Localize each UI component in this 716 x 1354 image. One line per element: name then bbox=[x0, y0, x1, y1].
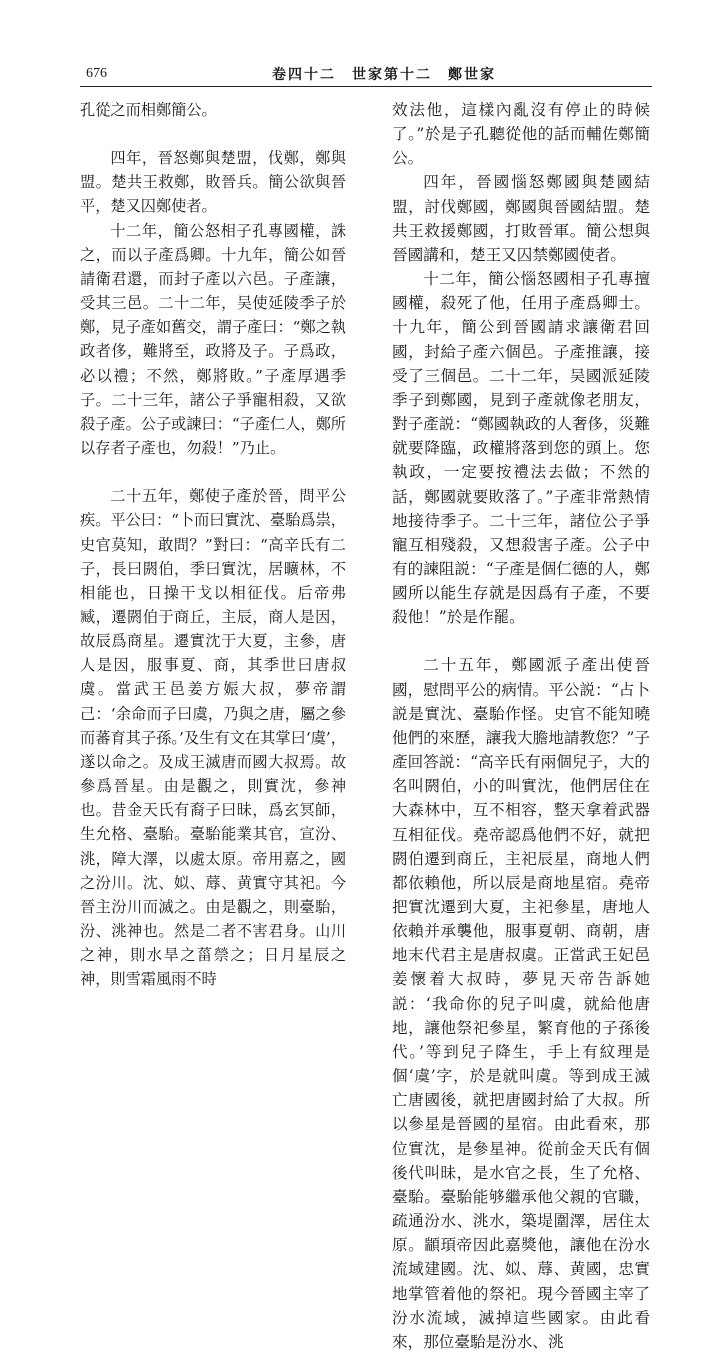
translation-paragraph: 十二年，簡公惱怒國相子孔專擅國權，殺死了他，任用子產爲卿士。十九年，簡公到晉國請求讓衛君回國，封給子產六個邑。子產推讓，接受了三個邑。二十二年，吴國派延陵季子到鄭國，見到子產就像老朋友，對子產説：“鄭國執政的人奢侈，災難就要降臨，政權將落到您的頭上。您執政，一定要按禮法去做；不然的話，鄭國就要敗落了。”子產非常熱情地接待季子。二十三年，諸位公子爭寵互相殘殺，又想殺害子產。公子中有的諫阻説：“子產是個仁德的人，鄭國所以能生存就是因爲有子產，不要殺他！”於是作罷。 bbox=[392, 270, 650, 627]
translation-paragraph: 二十五年，鄭國派子產出使晉國，慰問平公的病情。平公説：“占卜説是實沈、臺駘作怪。史官不能知曉他們的來歷，讓我大膽地請教您？”子產回答説：“高辛氏有兩個兒子，大的名叫閼伯，小的叫實沈，他們居住在大森林中，互不相容，整天拿着武器互相征伐。堯帝認爲他們不好，就把閼伯遷到商丘，主祀辰星，商地人們都依賴他，所以辰是商地星宿。堯帝把實沈遷到大夏，主祀參星，唐地人依賴并承襲他，服事夏朝、商朝，唐地末代君主是唐叔虞。正當武王妃邑姜懷着大叔時，夢見天帝告訴她説：‘我命你的兒子叫虞，就給他唐地，讓他祭祀參星，繁育他的子孫後代。’等到兒子降生，手上有紋理是個‘虞’字，於是就叫虞。等到成王滅亡唐國後，就把唐國封給了大叔。所以參星是晉國的星宿。由此看來，那位實沈，是參星神。從前金天氏有個後代叫昧，是水官之長，生了允格、臺駘。臺駘能够繼承他父親的官職，疏通汾水、洮水，築堤圍澤，居住太原。顓頊帝因此嘉獎他，讓他在汾水流域建國。沈、姒、蓐、黄國，忠實地掌管着他的祭祀。現今晉國主宰了汾水流域，滅掉這些國家。由此看來，那位臺駘是汾水、洮 bbox=[392, 656, 650, 1351]
page-header bbox=[0, 0, 716, 90]
translation-paragraph: 效法他，這樣內亂沒有停止的時候了。”於是子孔聽從他的話而輔佐鄭簡公。 bbox=[392, 101, 650, 168]
running-title: 卷四十二 世家第十二 鄭世家 bbox=[272, 67, 496, 83]
classical-paragraph: 四年，晉怒鄭與楚盟，伐鄭，鄭與盟。楚共王救鄭，敗晉兵。簡公欲與晉平，楚又囚鄭使者。 bbox=[80, 149, 346, 216]
classical-paragraph: 孔從之而相鄭簡公。 bbox=[80, 101, 217, 119]
classical-paragraph: 十二年，簡公怒相子孔專國權，誅之，而以子產爲卿。十九年，簡公如晉請衛君還，而封子產以六邑。子產讓，受其三邑。二十二年，吴使延陵季子於鄭，見子產如舊交，謂子產曰：“鄭之執政者侈，難將至，政將及子。子爲政，必以禮；不然，鄭將敗。”子產厚遇季子。二十三年，諸公子爭寵相殺，又欲殺子產。公子或諫曰：“子產仁人，鄭所以存者子產也，勿殺！”乃止。 bbox=[80, 221, 346, 458]
page-number: 676 bbox=[86, 66, 107, 81]
classical-paragraph: 二十五年，鄭使子產於晉，問平公疾。平公曰：“卜而曰實沈、臺駘爲祟，史官莫知，敢問？”對曰：“高辛氏有二子，長曰閼伯，季曰實沈，居曠林，不相能也，日操干戈以相征伐。后帝弗臧，遷閼伯于商丘，主辰，商人是因，故辰爲商星。遷實沈于大夏，主參，唐人是因，服事夏、商，其季世曰唐叔虞。當武王邑姜方娠大叔，夢帝謂己：‘余命而子曰虞，乃與之唐，屬之參而蕃育其子孫。’及生有文在其掌曰‘虞’，遂以命之。及成王滅唐而國大叔焉。故參爲晉星。由是觀之，則實沈，參神也。昔金天氏有裔子曰昧，爲玄冥師，生允格、臺駘。臺駘能業其官，宣汾、洮，障大澤，以處太原。帝用嘉之，國之汾川。沈、姒、蓐、黄實守其祀。今晉主汾川而滅之。由是觀之，則臺駘，汾、洮神也。然是二者不害君身。山川之神，則水旱之菑禜之；日月星辰之神，則雪霜風雨不時 bbox=[80, 487, 346, 989]
translation-column bbox=[392, 98, 650, 1354]
classical-text-column bbox=[80, 98, 346, 991]
header-rule bbox=[80, 86, 652, 87]
translation-paragraph: 四年，晉國惱怒鄭國與楚國結盟，討伐鄭國，鄭國與晉國結盟。楚共王救援鄭國，打敗晉軍。簡公想與晉國講和，楚王又囚禁鄭國使者。 bbox=[392, 173, 650, 264]
